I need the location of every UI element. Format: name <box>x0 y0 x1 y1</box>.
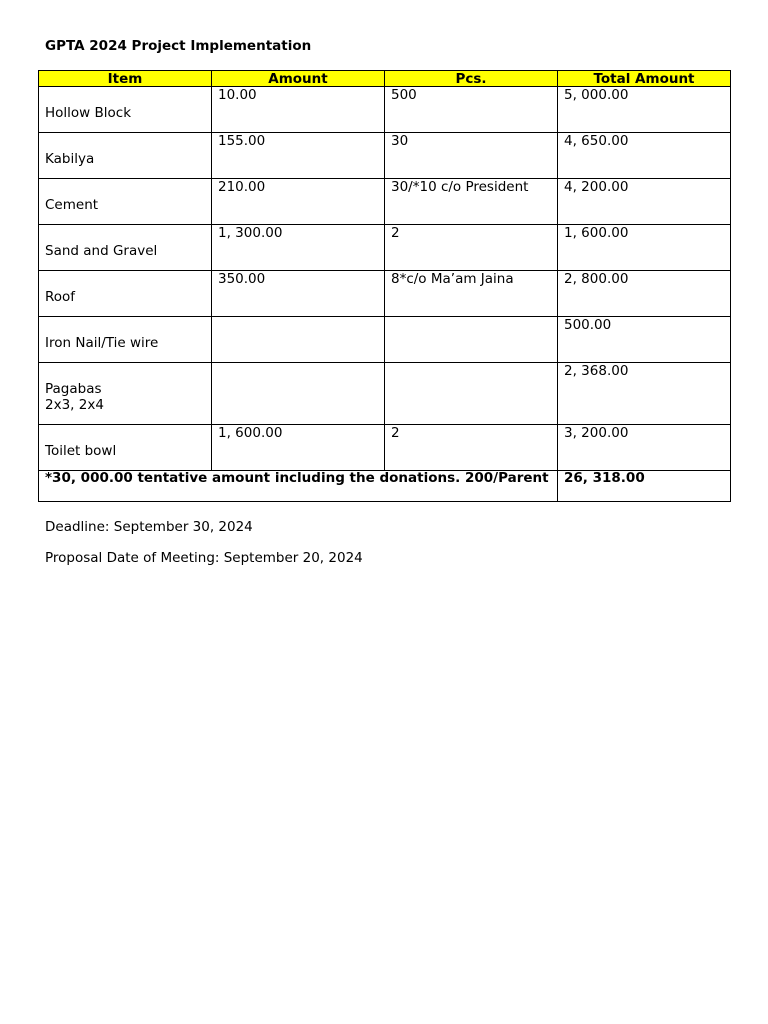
amount-cell <box>212 363 385 425</box>
pcs-value: 2 <box>391 425 400 441</box>
amount-value: 155.00 <box>218 133 266 149</box>
item-cell <box>39 179 212 225</box>
amount-cell <box>212 87 385 133</box>
total-cell <box>558 363 731 425</box>
page-title: GPTA 2024 Project Implementation <box>45 38 312 54</box>
total-value: 500.00 <box>564 317 612 333</box>
total-cell <box>558 87 731 133</box>
amount-value: 1, 300.00 <box>218 225 283 241</box>
total-value: 2, 800.00 <box>564 271 629 287</box>
item-name: Sand and Gravel <box>45 242 158 259</box>
total-value: 4, 200.00 <box>564 179 629 195</box>
pcs-cell <box>385 425 558 471</box>
total-cell <box>558 271 731 317</box>
table-row <box>39 225 731 271</box>
table-row <box>39 133 731 179</box>
amount-cell <box>212 317 385 363</box>
amount-cell <box>212 133 385 179</box>
item-name: Kabilya <box>45 150 95 167</box>
item-cell <box>39 317 212 363</box>
amount-cell <box>212 225 385 271</box>
deadline-text: Deadline: September 30, 2024 <box>45 519 253 535</box>
total-value: 3, 200.00 <box>564 425 629 441</box>
column-header-item: Item <box>39 71 212 87</box>
grand-total-value: 26, 318.00 <box>564 470 645 486</box>
total-cell <box>558 317 731 363</box>
table-row <box>39 87 731 133</box>
pcs-cell <box>385 363 558 425</box>
table-row <box>39 317 731 363</box>
item-name: Roof <box>45 288 76 305</box>
total-cell <box>558 225 731 271</box>
pcs-cell <box>385 225 558 271</box>
item-cell <box>39 425 212 471</box>
total-value: 2, 368.00 <box>564 363 629 379</box>
total-cell <box>558 133 731 179</box>
amount-value: 350.00 <box>218 271 266 287</box>
tentative-amount-note: *30, 000.00 tentative amount including the donations. 200/Parent <box>45 470 549 486</box>
item-name: Iron Nail/Tie wire <box>45 334 159 351</box>
pcs-cell <box>385 271 558 317</box>
amount-value: 10.00 <box>218 87 257 103</box>
table-row <box>39 179 731 225</box>
table-footer-row <box>39 471 731 502</box>
item-cell <box>39 271 212 317</box>
amount-value: 210.00 <box>218 179 266 195</box>
pcs-value: 30/*10 c/o President <box>391 179 529 195</box>
item-cell <box>39 363 212 425</box>
item-cell <box>39 225 212 271</box>
item-name: Toilet bowl <box>45 442 117 459</box>
total-cell <box>558 179 731 225</box>
item-name: Hollow Block <box>45 104 132 121</box>
amount-cell <box>212 179 385 225</box>
column-header-amount: Amount <box>212 71 385 87</box>
footer-note-cell <box>39 471 558 502</box>
total-cell <box>558 425 731 471</box>
item-name: Pagabas 2x3, 2x4 <box>45 380 104 413</box>
table-row <box>39 271 731 317</box>
item-cell <box>39 87 212 133</box>
grand-total-cell <box>558 471 731 502</box>
total-value: 4, 650.00 <box>564 133 629 149</box>
proposal-date-text: Proposal Date of Meeting: September 20, 2024 <box>45 550 363 566</box>
table-row <box>39 363 731 425</box>
pcs-cell <box>385 179 558 225</box>
pcs-value: 30 <box>391 133 409 149</box>
amount-cell <box>212 425 385 471</box>
pcs-value: 8*c/o Ma’am Jaina <box>391 271 514 287</box>
amount-cell <box>212 271 385 317</box>
pcs-cell <box>385 133 558 179</box>
pcs-value: 2 <box>391 225 400 241</box>
pcs-cell <box>385 317 558 363</box>
item-name: Cement <box>45 196 99 213</box>
total-value: 5, 000.00 <box>564 87 629 103</box>
pcs-value: 500 <box>391 87 417 103</box>
column-header-total-amount: Total Amount <box>558 71 731 87</box>
item-cell <box>39 133 212 179</box>
table-header-row <box>39 71 731 87</box>
total-value: 1, 600.00 <box>564 225 629 241</box>
amount-value: 1, 600.00 <box>218 425 283 441</box>
column-header-pcs: Pcs. <box>385 71 558 87</box>
pcs-cell <box>385 87 558 133</box>
table-row <box>39 425 731 471</box>
budget-table <box>38 70 731 502</box>
